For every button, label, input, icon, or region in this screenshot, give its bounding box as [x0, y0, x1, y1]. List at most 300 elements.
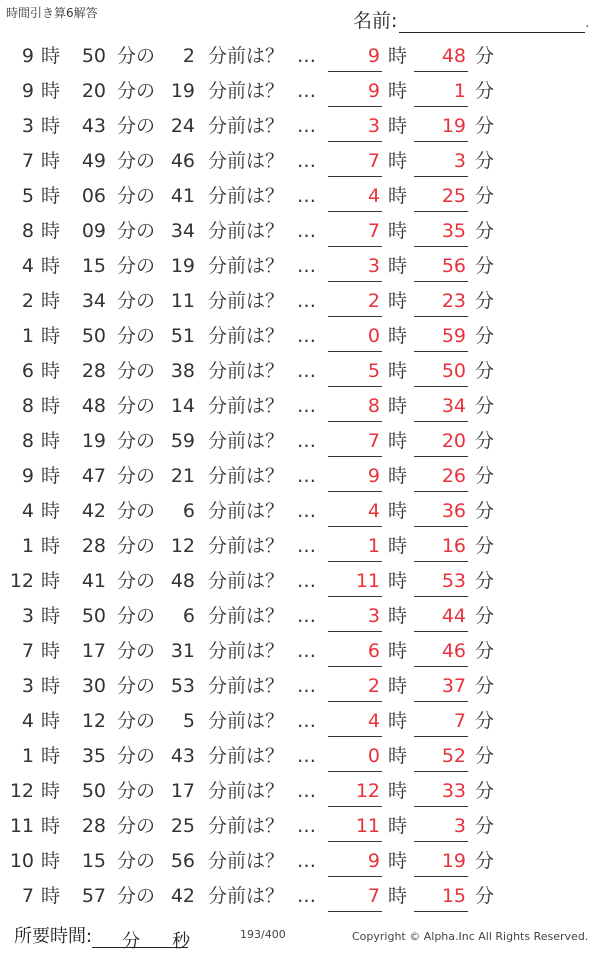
ellipsis: …: [297, 185, 316, 207]
answer-hour: 4: [367, 500, 380, 522]
subtract-minutes: 31: [170, 640, 195, 662]
minutes-before-label: 分前は？: [208, 430, 285, 452]
problem-hour: 9: [21, 45, 34, 67]
minutes-before-label: 分前は？: [208, 45, 285, 67]
ellipsis: …: [297, 535, 316, 557]
minutes-before-label: 分前は？: [208, 150, 285, 172]
answer-minute-label: 分: [475, 185, 495, 207]
problem-hour: 7: [21, 885, 34, 907]
problem-row: [0, 143, 600, 178]
minute-no-label: 分の: [117, 710, 156, 732]
minutes-unit: 分: [122, 931, 141, 952]
answer-minute-blank: [414, 631, 468, 632]
answer-hour-blank: [328, 526, 382, 527]
time-required-label: 所要時間:: [14, 926, 93, 947]
problem-hour: 8: [21, 430, 34, 452]
answer-hour: 7: [367, 885, 380, 907]
problem-minute: 12: [81, 710, 106, 732]
ellipsis: …: [297, 325, 316, 347]
minutes-before-label: 分前は？: [208, 115, 285, 137]
answer-hour-blank: [328, 876, 382, 877]
minute-no-label: 分の: [117, 815, 156, 837]
answer-hour-blank: [328, 246, 382, 247]
answer-hour: 3: [367, 255, 380, 277]
ellipsis: …: [297, 710, 316, 732]
subtract-minutes: 25: [170, 815, 195, 837]
answer-minute-label: 分: [475, 675, 495, 697]
answer-hour-blank: [328, 806, 382, 807]
problem-minute: 57: [81, 885, 106, 907]
answer-minute-label: 分: [475, 745, 495, 767]
minutes-before-label: 分前は？: [208, 745, 285, 767]
answer-minute: 35: [441, 220, 466, 242]
problem-minute: 50: [81, 780, 106, 802]
answer-minute: 23: [441, 290, 466, 312]
answer-hour-label: 時: [388, 570, 408, 592]
answer-hour-label: 時: [388, 325, 408, 347]
minute-no-label: 分の: [117, 325, 156, 347]
problem-hour: 12: [9, 570, 34, 592]
answer-hour: 11: [355, 570, 380, 592]
answer-hour: 3: [367, 115, 380, 137]
answer-hour-label: 時: [388, 80, 408, 102]
ellipsis: …: [297, 220, 316, 242]
answer-minute-label: 分: [475, 45, 495, 67]
answer-minute: 36: [441, 500, 466, 522]
answer-hour-label: 時: [388, 885, 408, 907]
hour-label: 時: [41, 500, 61, 522]
answer-minute: 15: [441, 885, 466, 907]
answer-minute-blank: [414, 526, 468, 527]
problem-hour: 5: [21, 185, 34, 207]
answer-minute: 1: [453, 80, 466, 102]
answer-minute-blank: [414, 281, 468, 282]
answer-hour: 3: [367, 605, 380, 627]
problem-row: [0, 668, 600, 703]
hour-label: 時: [41, 465, 61, 487]
answer-minute: 50: [441, 360, 466, 382]
problem-row: [0, 353, 600, 388]
answer-minute-blank: [414, 771, 468, 772]
minute-no-label: 分の: [117, 745, 156, 767]
answer-minute: 16: [441, 535, 466, 557]
answer-minute-label: 分: [475, 80, 495, 102]
problem-minute: 28: [81, 815, 106, 837]
minutes-before-label: 分前は？: [208, 780, 285, 802]
answer-minute: 19: [441, 115, 466, 137]
minute-no-label: 分の: [117, 185, 156, 207]
answer-minute: 19: [441, 850, 466, 872]
problem-hour: 7: [21, 640, 34, 662]
answer-hour: 11: [355, 815, 380, 837]
minutes-before-label: 分前は？: [208, 255, 285, 277]
ellipsis: …: [297, 360, 316, 382]
ellipsis: …: [297, 815, 316, 837]
problem-hour: 4: [21, 710, 34, 732]
problem-row: [0, 703, 600, 738]
answer-hour-label: 時: [388, 430, 408, 452]
problem-minute: 28: [81, 360, 106, 382]
subtract-minutes: 5: [182, 710, 195, 732]
answer-minute-blank: [414, 841, 468, 842]
problem-minute: 41: [81, 570, 106, 592]
problem-row: [0, 633, 600, 668]
name-label: 名前:: [353, 10, 398, 32]
answer-hour-blank: [328, 176, 382, 177]
problem-hour: 3: [21, 605, 34, 627]
answer-minute: 53: [441, 570, 466, 592]
hour-label: 時: [41, 325, 61, 347]
minute-no-label: 分の: [117, 220, 156, 242]
answer-hour-label: 時: [388, 255, 408, 277]
hour-label: 時: [41, 360, 61, 382]
ellipsis: …: [297, 500, 316, 522]
answer-minute-blank: [414, 701, 468, 702]
minutes-before-label: 分前は？: [208, 640, 285, 662]
answer-minute-blank: [414, 141, 468, 142]
subtract-minutes: 11: [170, 290, 195, 312]
answer-hour-blank: [328, 106, 382, 107]
hour-label: 時: [41, 430, 61, 452]
problem-minute: 47: [81, 465, 106, 487]
minutes-before-label: 分前は？: [208, 570, 285, 592]
answer-hour: 1: [367, 535, 380, 557]
problem-hour: 3: [21, 115, 34, 137]
worksheet-title: 時間引き算6解答: [6, 6, 98, 20]
problem-hour: 8: [21, 220, 34, 242]
problem-row: [0, 213, 600, 248]
time-required-blank[interactable]: [92, 929, 191, 952]
answer-minute: 25: [441, 185, 466, 207]
answer-hour: 9: [367, 45, 380, 67]
minutes-before-label: 分前は？: [208, 395, 285, 417]
answer-hour: 7: [367, 150, 380, 172]
answer-hour-label: 時: [388, 115, 408, 137]
ellipsis: …: [297, 80, 316, 102]
minute-no-label: 分の: [117, 780, 156, 802]
answer-minute-label: 分: [475, 395, 495, 417]
subtract-minutes: 51: [170, 325, 195, 347]
problem-row: [0, 388, 600, 423]
answer-hour-label: 時: [388, 150, 408, 172]
answer-hour: 9: [367, 465, 380, 487]
answer-hour: 5: [367, 360, 380, 382]
problem-minute: 42: [81, 500, 106, 522]
problem-row: [0, 178, 600, 213]
problem-hour: 11: [9, 815, 34, 837]
name-blank-line[interactable]: [399, 14, 585, 33]
answer-minute-label: 分: [475, 500, 495, 522]
minute-no-label: 分の: [117, 290, 156, 312]
minutes-before-label: 分前は？: [208, 465, 285, 487]
problem-minute: 15: [81, 255, 106, 277]
time-required: [14, 922, 191, 952]
answer-hour-label: 時: [388, 675, 408, 697]
answer-minute-label: 分: [475, 430, 495, 452]
hour-label: 時: [41, 535, 61, 557]
page-number: 193/400: [240, 928, 286, 941]
ellipsis: …: [297, 290, 316, 312]
hour-label: 時: [41, 850, 61, 872]
minutes-before-label: 分前は？: [208, 360, 285, 382]
answer-minute-label: 分: [475, 290, 495, 312]
subtract-minutes: 21: [170, 465, 195, 487]
answer-hour-label: 時: [388, 185, 408, 207]
problem-row: [0, 738, 600, 773]
ellipsis: …: [297, 45, 316, 67]
answer-minute-label: 分: [475, 710, 495, 732]
minute-no-label: 分の: [117, 675, 156, 697]
answer-hour: 6: [367, 640, 380, 662]
answer-minute-label: 分: [475, 220, 495, 242]
problem-minute: 50: [81, 605, 106, 627]
answer-hour: 2: [367, 675, 380, 697]
hour-label: 時: [41, 115, 61, 137]
answer-hour: 7: [367, 220, 380, 242]
problem-minute: 28: [81, 535, 106, 557]
problem-row: [0, 528, 600, 563]
hour-label: 時: [41, 150, 61, 172]
answer-hour-blank: [328, 596, 382, 597]
problem-minute: 20: [81, 80, 106, 102]
hour-label: 時: [41, 185, 61, 207]
problem-hour: 4: [21, 500, 34, 522]
answer-hour-label: 時: [388, 640, 408, 662]
answer-minute: 26: [441, 465, 466, 487]
problem-hour: 1: [21, 745, 34, 767]
problem-row: [0, 563, 600, 598]
answer-minute-blank: [414, 176, 468, 177]
problem-minute: 50: [81, 45, 106, 67]
hour-label: 時: [41, 570, 61, 592]
answer-hour: 9: [367, 80, 380, 102]
hour-label: 時: [41, 605, 61, 627]
subtract-minutes: 48: [170, 570, 195, 592]
ellipsis: …: [297, 570, 316, 592]
minute-no-label: 分の: [117, 45, 156, 67]
problem-row: [0, 423, 600, 458]
answer-minute-blank: [414, 351, 468, 352]
minute-no-label: 分の: [117, 640, 156, 662]
answer-hour-blank: [328, 736, 382, 737]
problem-row: [0, 808, 600, 843]
answer-hour: 2: [367, 290, 380, 312]
answer-hour-label: 時: [388, 780, 408, 802]
answer-minute-label: 分: [475, 325, 495, 347]
answer-minute-label: 分: [475, 150, 495, 172]
minutes-before-label: 分前は？: [208, 850, 285, 872]
subtract-minutes: 17: [170, 780, 195, 802]
answer-minute-blank: [414, 421, 468, 422]
answer-hour-label: 時: [388, 500, 408, 522]
minutes-before-label: 分前は？: [208, 675, 285, 697]
answer-minute-blank: [414, 456, 468, 457]
subtract-minutes: 12: [170, 535, 195, 557]
answer-hour-blank: [328, 631, 382, 632]
answer-minute-label: 分: [475, 255, 495, 277]
minute-no-label: 分の: [117, 360, 156, 382]
hour-label: 時: [41, 745, 61, 767]
minutes-before-label: 分前は？: [208, 710, 285, 732]
hour-label: 時: [41, 45, 61, 67]
minute-no-label: 分の: [117, 255, 156, 277]
subtract-minutes: 24: [170, 115, 195, 137]
problem-hour: 10: [9, 850, 34, 872]
minutes-before-label: 分前は？: [208, 220, 285, 242]
minutes-before-label: 分前は？: [208, 325, 285, 347]
answer-minute: 52: [441, 745, 466, 767]
problem-row: [0, 108, 600, 143]
problem-row: [0, 878, 600, 913]
problem-minute: 48: [81, 395, 106, 417]
answer-hour-label: 時: [388, 850, 408, 872]
ellipsis: …: [297, 885, 316, 907]
ellipsis: …: [297, 150, 316, 172]
subtract-minutes: 14: [170, 395, 195, 417]
answer-minute-label: 分: [475, 780, 495, 802]
seconds-unit: 秒: [172, 931, 191, 952]
problem-row: [0, 248, 600, 283]
hour-label: 時: [41, 290, 61, 312]
answer-hour-blank: [328, 666, 382, 667]
answer-minute: 34: [441, 395, 466, 417]
hour-label: 時: [41, 255, 61, 277]
problem-row: [0, 843, 600, 878]
answer-hour-blank: [328, 281, 382, 282]
answer-hour-blank: [328, 701, 382, 702]
subtract-minutes: 6: [182, 605, 195, 627]
subtract-minutes: 19: [170, 80, 195, 102]
ellipsis: …: [297, 395, 316, 417]
ellipsis: …: [297, 640, 316, 662]
answer-minute: 3: [453, 815, 466, 837]
answer-minute-blank: [414, 666, 468, 667]
subtract-minutes: 2: [182, 45, 195, 67]
answer-minute-label: 分: [475, 465, 495, 487]
answer-minute-blank: [414, 246, 468, 247]
problem-hour: 8: [21, 395, 34, 417]
copyright-notice: Copyright © Alpha.Inc All Rights Reserved.: [352, 930, 589, 943]
answer-hour-blank: [328, 316, 382, 317]
answer-minute-label: 分: [475, 360, 495, 382]
answer-minute: 3: [453, 150, 466, 172]
answer-minute-blank: [414, 316, 468, 317]
answer-hour-label: 時: [388, 290, 408, 312]
minutes-before-label: 分前は？: [208, 605, 285, 627]
answer-hour-blank: [328, 911, 382, 912]
answer-hour-label: 時: [388, 815, 408, 837]
minute-no-label: 分の: [117, 885, 156, 907]
problem-row: [0, 458, 600, 493]
problem-hour: 3: [21, 675, 34, 697]
answer-minute: 33: [441, 780, 466, 802]
answer-hour-label: 時: [388, 220, 408, 242]
answer-hour: 0: [367, 745, 380, 767]
ellipsis: …: [297, 675, 316, 697]
hour-label: 時: [41, 885, 61, 907]
answer-hour: 9: [367, 850, 380, 872]
subtract-minutes: 34: [170, 220, 195, 242]
problem-hour: 2: [21, 290, 34, 312]
minute-no-label: 分の: [117, 80, 156, 102]
answer-hour-blank: [328, 561, 382, 562]
problem-hour: 6: [21, 360, 34, 382]
answer-hour: 12: [355, 780, 380, 802]
problem-minute: 06: [81, 185, 106, 207]
answer-minute-blank: [414, 876, 468, 877]
problem-hour: 1: [21, 325, 34, 347]
problem-minute: 09: [81, 220, 106, 242]
answer-hour-blank: [328, 491, 382, 492]
answer-hour-label: 時: [388, 535, 408, 557]
problem-minute: 34: [81, 290, 106, 312]
problem-row: [0, 73, 600, 108]
minutes-before-label: 分前は？: [208, 815, 285, 837]
hour-label: 時: [41, 815, 61, 837]
ellipsis: …: [297, 605, 316, 627]
ellipsis: …: [297, 745, 316, 767]
answer-minute: 7: [453, 710, 466, 732]
answer-minute-blank: [414, 911, 468, 912]
answer-minute-label: 分: [475, 535, 495, 557]
answer-minute-blank: [414, 71, 468, 72]
answer-minute: 59: [441, 325, 466, 347]
answer-hour-label: 時: [388, 45, 408, 67]
answer-hour: 8: [367, 395, 380, 417]
answer-hour-blank: [328, 211, 382, 212]
minute-no-label: 分の: [117, 115, 156, 137]
ellipsis: …: [297, 430, 316, 452]
answer-minute: 44: [441, 605, 466, 627]
ellipsis: …: [297, 115, 316, 137]
minute-no-label: 分の: [117, 150, 156, 172]
minute-no-label: 分の: [117, 395, 156, 417]
answer-hour-blank: [328, 71, 382, 72]
answer-hour: 7: [367, 430, 380, 452]
answer-hour-blank: [328, 771, 382, 772]
subtract-minutes: 53: [170, 675, 195, 697]
problem-row: [0, 283, 600, 318]
answer-minute-blank: [414, 386, 468, 387]
subtract-minutes: 59: [170, 430, 195, 452]
answer-minute: 46: [441, 640, 466, 662]
answer-hour-blank: [328, 386, 382, 387]
answer-hour-label: 時: [388, 745, 408, 767]
problem-hour: 12: [9, 780, 34, 802]
problem-row: [0, 38, 600, 73]
problem-row: [0, 773, 600, 808]
answer-minute-blank: [414, 561, 468, 562]
answer-minute-label: 分: [475, 885, 495, 907]
answer-hour-blank: [328, 456, 382, 457]
answer-hour: 0: [367, 325, 380, 347]
minutes-before-label: 分前は？: [208, 500, 285, 522]
hour-label: 時: [41, 710, 61, 732]
subtract-minutes: 46: [170, 150, 195, 172]
problem-minute: 49: [81, 150, 106, 172]
minutes-before-label: 分前は？: [208, 80, 285, 102]
answer-hour-blank: [328, 841, 382, 842]
subtract-minutes: 19: [170, 255, 195, 277]
minutes-before-label: 分前は？: [208, 185, 285, 207]
problem-minute: 19: [81, 430, 106, 452]
problem-hour: 1: [21, 535, 34, 557]
answer-minute-label: 分: [475, 640, 495, 662]
ellipsis: …: [297, 465, 316, 487]
problem-minute: 50: [81, 325, 106, 347]
name-dot: .: [585, 16, 590, 30]
answer-minute-label: 分: [475, 570, 495, 592]
